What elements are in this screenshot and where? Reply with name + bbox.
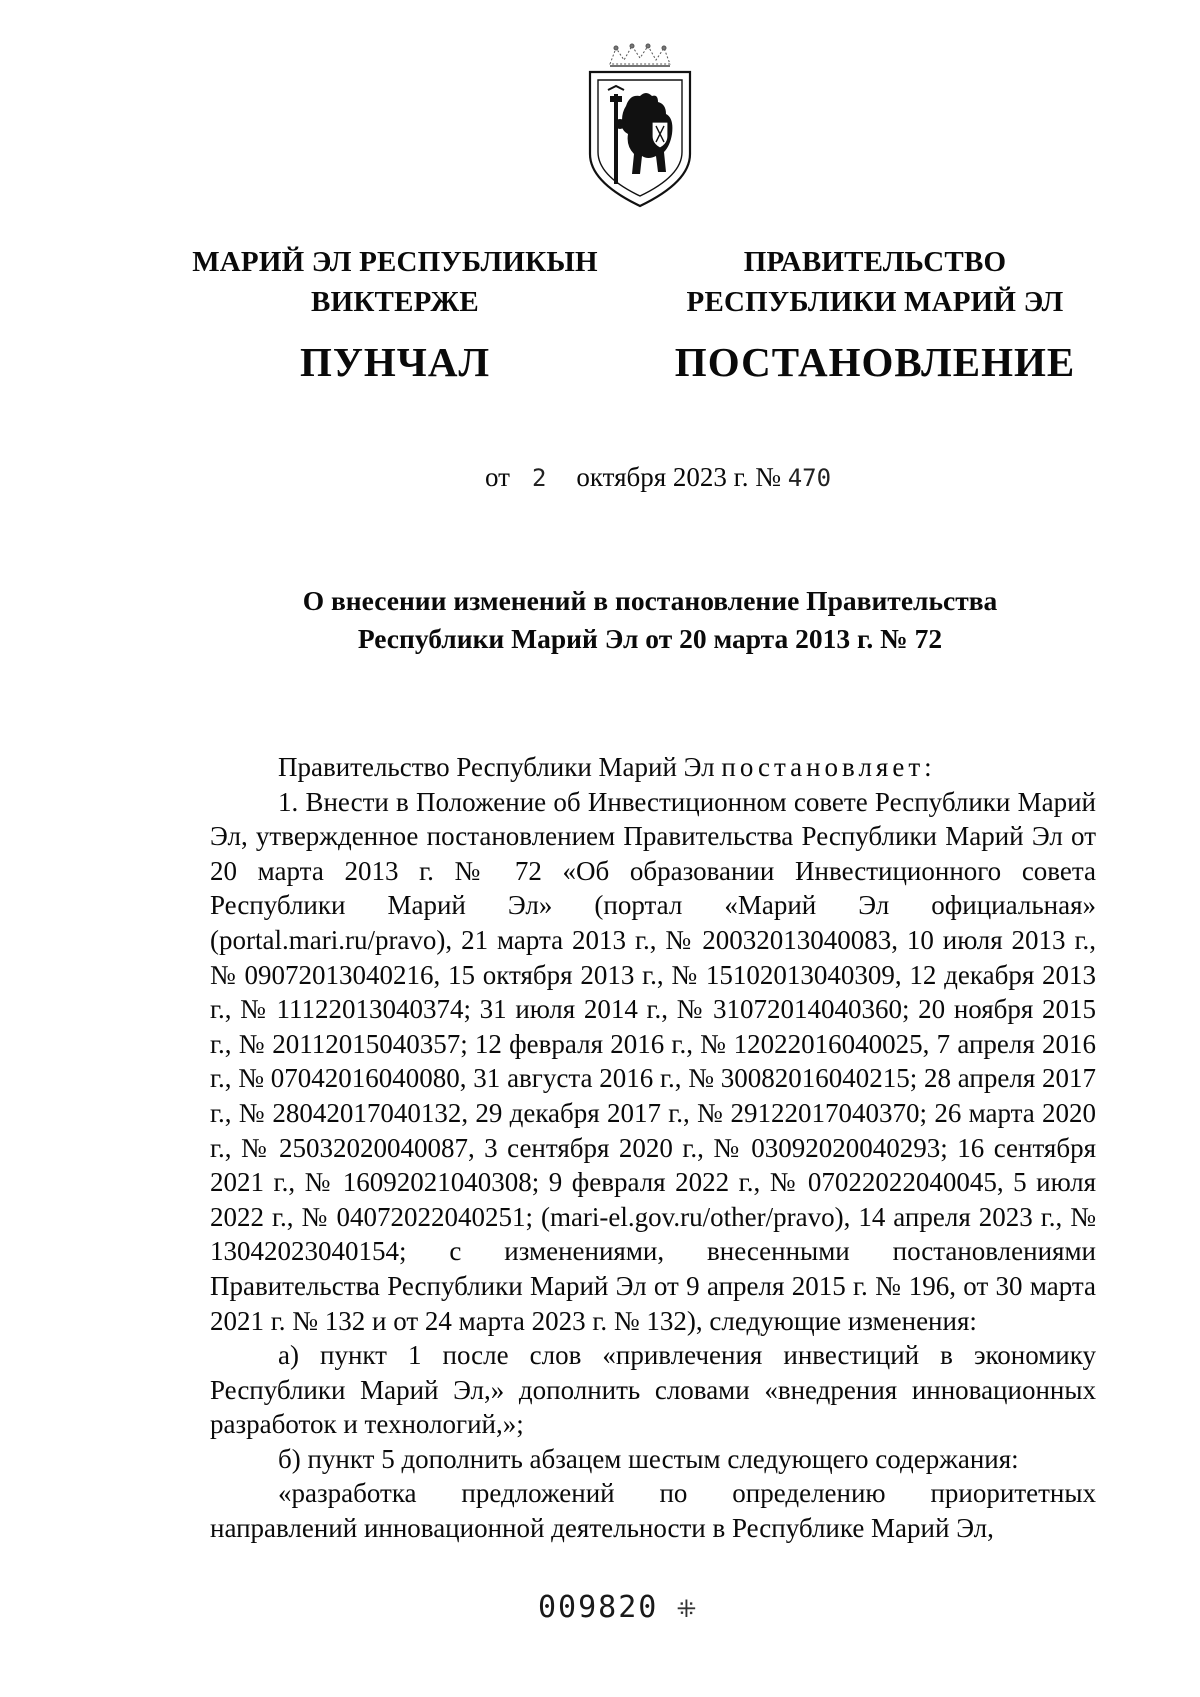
header-mari-el-government <box>175 242 615 388</box>
coat-of-arms-emblem <box>580 42 700 214</box>
document-title-line1: О внесении изменений в постановление Правительства <box>302 585 998 616</box>
document-body <box>210 750 1096 1546</box>
header-russian-government <box>665 242 1085 388</box>
intro-text: Правительство Республики Марий Эл <box>278 752 722 782</box>
paragraph-c: «разработка предложений по определению приоритетных направлений инновационной деятельности в Республике Марий Эл, <box>210 1478 1096 1544</box>
document-title <box>200 582 1100 658</box>
form-serial-number <box>538 1590 696 1625</box>
ornament-mark-icon: ⁜ <box>676 1595 697 1623</box>
header-right-doctype: ПОСТАНОВЛЕНИЕ <box>674 339 1076 385</box>
document-number: 470 <box>787 464 832 492</box>
paragraph-a: а) пункт 1 после слов «привлечения инвестиций в экономику Республики Марий Эл,» дополнить словами «внедрения инновационных разработок и технологий,»; <box>210 1340 1096 1440</box>
intro-paragraph <box>210 750 1096 785</box>
paragraph-1: 1. Внести в Положение об Инвестиционном совете Республики Марий Эл, утвержденное постановлением Правительства Республики Марий Эл от 20 марта 2013 г. № 72 «Об образовании Инвестиционного совета Республики Марий Эл» (портал «Марий Эл официальная» (portal.mari.ru/pravo), 21 марта 2013 г., № 20032013040083, 10 июля 2013 г., № 09072013040216, 15 октября 2013 г., № 15102013040309, 12 декабря 2013 г., № 11122013040374; 31 июля 2014 г., № 31072014040360; 20 ноября 2015 г., № 20112015040357; 12 февраля 2016 г., № 12022016040025, 7 апреля 2016 г., № 07042016040080, 31 августа 2016 г., № 30082016040215; 28 апреля 2017 г., № 28042017040132, 29 декабря 2017 г., № 29122017040370; 26 марта 2020 г., № 25032020040087, 3 сентября 2020 г., № 03092020040293; 16 сентября 2021 г., № 16092021040308; 9 февраля 2022 г., № 07022022040045, 5 июля 2022 г., № 04072022040251; (mari-el.gov.ru/other/pravo), 14 апреля 2023 г., № 13042023040154; с изменениями, внесенными постановлениями Правительства Республики Марий Эл от 9 апреля 2015 г. № 196, от 30 марта 2021 г. № 132 и от 24 марта 2023 г. № 132), следующие изменения: <box>210 786 1096 1336</box>
header-left-doctype: ПУНЧАЛ <box>299 339 491 385</box>
header-left-line1: МАРИЙ ЭЛ РЕСПУБЛИКЫН <box>192 246 598 278</box>
date-month-year: октября 2023 г. № <box>576 462 781 492</box>
date-day: 2 <box>531 464 547 492</box>
serial-number: 009820 <box>538 1590 659 1625</box>
header-left-line2: ВИКТЕРЖЕ <box>311 286 479 318</box>
paragraph-b: б) пункт 5 дополнить абзацем шестым следующего содержания: <box>278 1443 1019 1474</box>
intro-resolves: постановляет: <box>721 752 936 782</box>
document-title-line2: Республики Марий Эл от 20 марта 2013 г. № 72 <box>357 623 943 654</box>
date-prefix: от <box>485 462 510 492</box>
header-right-line1: ПРАВИТЕЛЬСТВО <box>743 246 1007 278</box>
header-right-line2: РЕСПУБЛИКИ МАРИЙ ЭЛ <box>686 286 1064 318</box>
crown-icon <box>610 44 670 66</box>
date-line <box>485 462 831 493</box>
